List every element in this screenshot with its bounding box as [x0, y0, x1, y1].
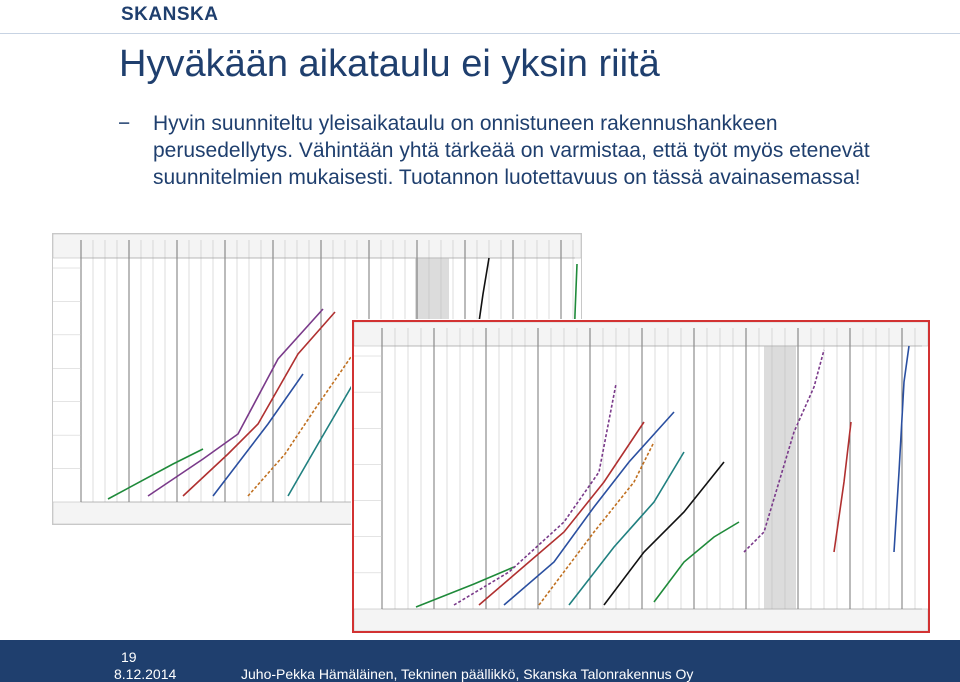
footer-date: 8.12.2014 [114, 666, 177, 682]
header-divider [0, 33, 960, 34]
task-line [654, 522, 739, 602]
task-line [604, 462, 724, 605]
task-line [213, 374, 303, 496]
task-line [454, 384, 616, 605]
skanska-logo: SKANSKA [121, 4, 219, 25]
footer-bar [0, 640, 960, 682]
footer-author: Juho-Pekka Hämäläinen, Tekninen päällikkö, Skanska Talonrakennus Oy [241, 666, 694, 682]
schedule-chart-front [352, 320, 930, 633]
slide-title: Hyväkään aikataulu ei yksin riitä [119, 43, 660, 85]
task-line [894, 346, 909, 552]
chart-header-band [53, 234, 581, 258]
bullet-dash-icon: − [118, 112, 131, 135]
task-line [539, 442, 654, 605]
page-number: 19 [121, 649, 137, 665]
task-line [183, 312, 335, 496]
schedule-chart-front-graphic [354, 322, 928, 631]
chart-header-band [354, 322, 928, 346]
bullet-text: Hyvin suunniteltu yleisaikataulu on onnistuneen rakennushankkeen perusedellytys. Vähintään yhtä tärkeää on varmistaa, että työt myös etenevät suunnitelmien mukaisesti. Tuotannon luotettavuus on tässä avainasemassa! [153, 112, 870, 189]
task-line [834, 422, 851, 552]
task-line [479, 422, 644, 605]
task-line [288, 384, 353, 496]
chart-footer-band [354, 609, 928, 631]
